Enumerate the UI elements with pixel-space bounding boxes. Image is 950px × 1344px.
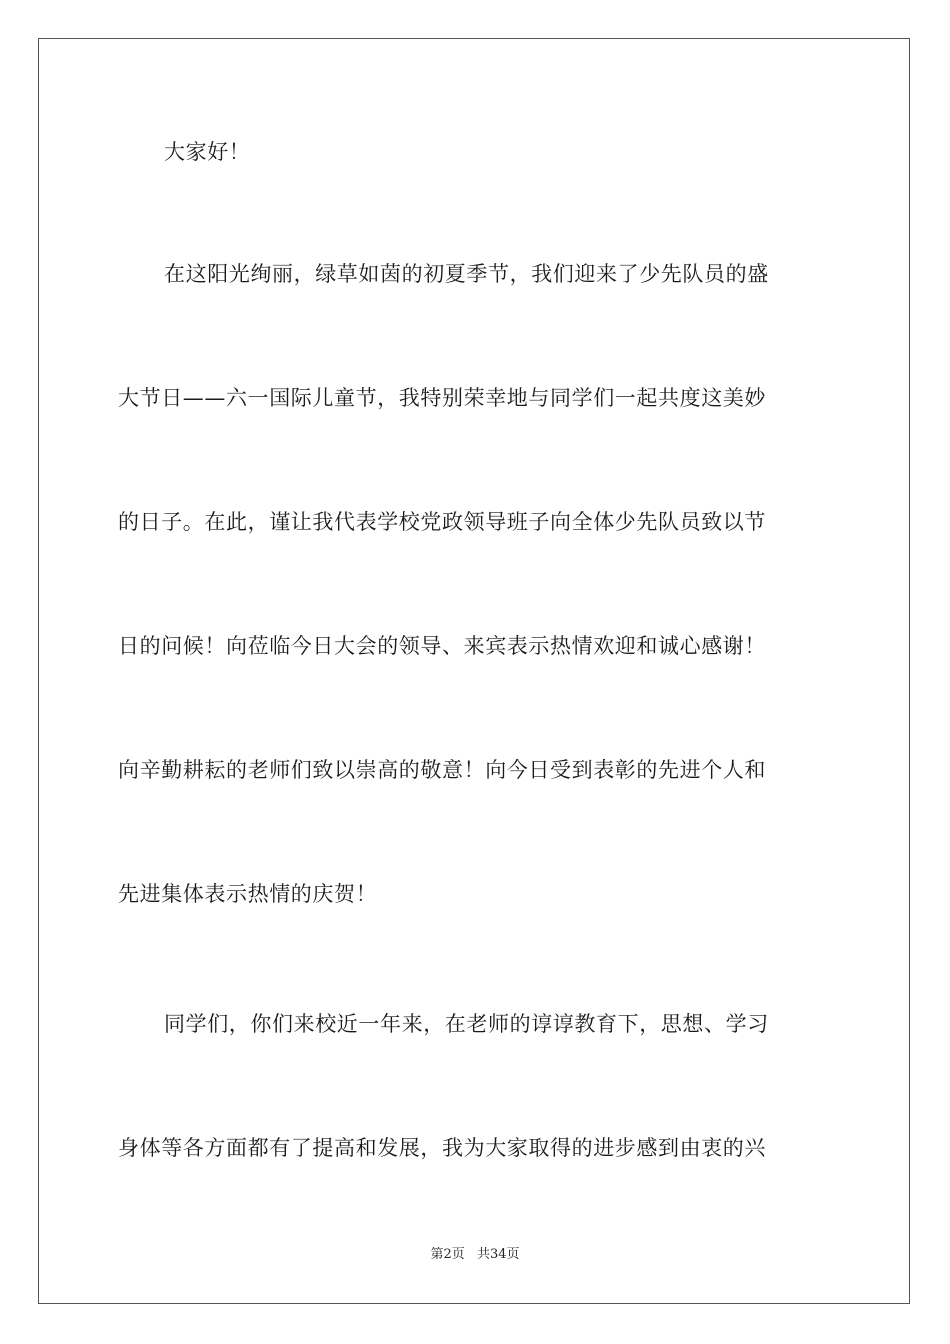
- page-footer: [0, 1246, 950, 1264]
- text-line-6: 向辛勤耕耘的老师们致以崇高的敬意！向今日受到表彰的先进个人和: [118, 758, 766, 782]
- text-line-3: 大节日——六一国际儿童节，我特别荣幸地与同学们一起共度这美妙: [118, 386, 766, 410]
- text-line-9: 身体等各方面都有了提高和发展，我为大家取得的进步感到由衷的兴: [118, 1136, 766, 1160]
- text-line-5: 日的问候！向莅临今日大会的领导、来宾表示热情欢迎和诚心感谢！: [118, 634, 766, 658]
- page-frame: [38, 38, 910, 1304]
- page-total: 共34页: [476, 1247, 520, 1262]
- text-line-7: 先进集体表示热情的庆贺！: [118, 882, 378, 906]
- text-line-4: 的日子。在此，谨让我代表学校党政领导班子向全体少先队员致以节: [118, 510, 766, 534]
- text-line-8: 同学们，你们来校近一年来，在老师的谆谆教育下，思想、学习: [164, 1012, 769, 1036]
- text-line-2: 在这阳光绚丽，绿草如茵的初夏季节，我们迎来了少先队员的盛: [164, 262, 769, 286]
- text-line-1: 大家好！: [164, 140, 251, 164]
- page-number: 第2页: [430, 1247, 465, 1262]
